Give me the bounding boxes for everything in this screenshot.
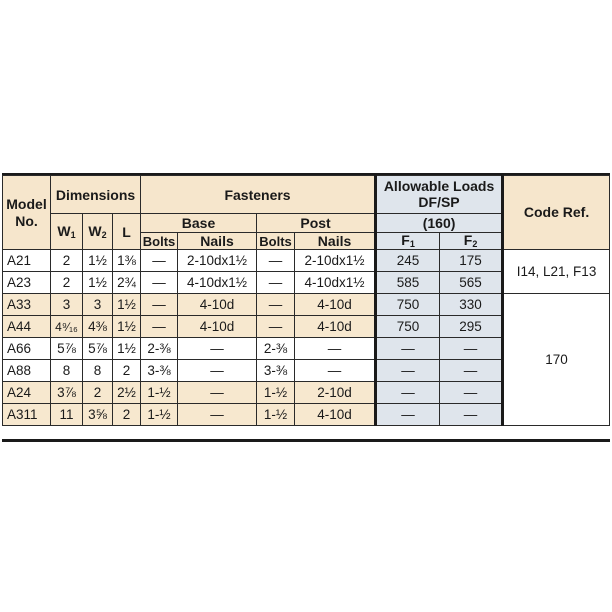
- cell-base-bolts: 1-½: [141, 404, 178, 426]
- cell-base-bolts: 3-⅜: [141, 360, 178, 382]
- cell-f1: —: [376, 404, 440, 426]
- cell-post-nails: —: [295, 360, 376, 382]
- cell-w1: 2: [51, 250, 83, 272]
- header-w1: $W_1$: [51, 214, 83, 250]
- cell-w1: 8: [51, 360, 83, 382]
- header-dimensions: Dimensions: [51, 176, 141, 214]
- cell-post-nails: 4-10d: [295, 316, 376, 338]
- header-allowable-loads: [376, 176, 503, 214]
- cell-w2: 1½: [83, 250, 113, 272]
- cell-model: A66: [3, 338, 51, 360]
- cell-w2: 2: [83, 382, 113, 404]
- cell-model: A33: [3, 294, 51, 316]
- cell-base-bolts: —: [141, 316, 178, 338]
- cell-w2: 8: [83, 360, 113, 382]
- cell-post-bolts: 3-⅜: [257, 360, 295, 382]
- cell-f2: —: [440, 360, 503, 382]
- cell-l: 1½: [113, 294, 141, 316]
- header-loads-line2: DF/SP: [418, 193, 460, 210]
- cell-post-nails: 4-10d: [295, 294, 376, 316]
- cell-f2: 175: [440, 250, 503, 272]
- cell-base-nails: 4-10d: [178, 316, 257, 338]
- cell-l: 1½: [113, 338, 141, 360]
- cell-model: A21: [3, 250, 51, 272]
- cell-w1: 11: [51, 404, 83, 426]
- cell-post-bolts: 1-½: [257, 404, 295, 426]
- cell-w2: 3: [83, 294, 113, 316]
- cell-post-bolts: 1-½: [257, 382, 295, 404]
- cell-w1: 3⅞: [51, 382, 83, 404]
- cell-f1: 750: [376, 294, 440, 316]
- cell-w1: 4⁹⁄₁₆: [51, 316, 83, 338]
- header-code-text: Code Ref.: [523, 204, 590, 221]
- cell-f1: 245: [376, 250, 440, 272]
- header-model: Model No.: [3, 176, 51, 250]
- cell-post-bolts: —: [257, 294, 295, 316]
- cell-w2: 1½: [83, 272, 113, 294]
- header-w2: $W_2$: [83, 214, 113, 250]
- cell-code-ref-group2: 170: [503, 294, 610, 426]
- cell-base-nails: 2-10dx1½: [178, 250, 257, 272]
- cell-post-bolts: 2-⅜: [257, 338, 295, 360]
- cell-post-bolts: —: [257, 272, 295, 294]
- header-loads-160: (160): [376, 214, 503, 233]
- header-base-nails: Nails: [178, 233, 257, 250]
- header-base: Base: [141, 214, 257, 233]
- cell-code-ref-group1: I14, L21, F13: [503, 250, 610, 294]
- cell-base-nails: —: [178, 382, 257, 404]
- cell-base-bolts: —: [141, 250, 178, 272]
- cell-f1: —: [376, 360, 440, 382]
- cell-base-nails: 4-10dx1½: [178, 272, 257, 294]
- cell-f1: 585: [376, 272, 440, 294]
- cell-f2: —: [440, 382, 503, 404]
- cell-f1: —: [376, 338, 440, 360]
- cell-base-nails: —: [178, 338, 257, 360]
- cell-base-bolts: 2-⅜: [141, 338, 178, 360]
- cell-base-nails: 4-10d: [178, 294, 257, 316]
- cell-f2: —: [440, 338, 503, 360]
- cell-l: 2½: [113, 382, 141, 404]
- table-row: [3, 250, 610, 272]
- cell-post-bolts: —: [257, 316, 295, 338]
- header-f1: $F_1$: [376, 233, 440, 250]
- header-fasteners: Fasteners: [141, 176, 376, 214]
- cell-base-bolts: 1-½: [141, 382, 178, 404]
- cell-f2: —: [440, 404, 503, 426]
- cell-post-nails: —: [295, 338, 376, 360]
- cell-post-nails: 2-10d: [295, 382, 376, 404]
- cell-f1: —: [376, 382, 440, 404]
- cell-l: 2¾: [113, 272, 141, 294]
- header-post-bolts: Bolts: [257, 233, 295, 250]
- cell-model: A23: [3, 272, 51, 294]
- header-loads-line1: Allowable Loads: [383, 178, 495, 195]
- cell-w2: 4⅜: [83, 316, 113, 338]
- cell-f2: 330: [440, 294, 503, 316]
- cell-base-nails: —: [178, 360, 257, 382]
- cell-l: 2: [113, 360, 141, 382]
- cell-post-nails: 4-10d: [295, 404, 376, 426]
- header-post: Post: [257, 214, 376, 233]
- cell-l: 1½: [113, 316, 141, 338]
- cell-w2: 3⅝: [83, 404, 113, 426]
- table-row: [3, 294, 610, 316]
- cell-w1: 3: [51, 294, 83, 316]
- cell-post-bolts: —: [257, 250, 295, 272]
- cell-model: A88: [3, 360, 51, 382]
- header-post-nails: Nails: [295, 233, 376, 250]
- connector-spec-table: [2, 175, 610, 426]
- header-l: L: [113, 214, 141, 250]
- cell-model: A24: [3, 382, 51, 404]
- cell-base-nails: —: [178, 404, 257, 426]
- cell-w2: 5⅞: [83, 338, 113, 360]
- cell-f1: 750: [376, 316, 440, 338]
- cell-base-bolts: —: [141, 294, 178, 316]
- cell-model: A44: [3, 316, 51, 338]
- cell-f2: 565: [440, 272, 503, 294]
- cell-w1: 5⅞: [51, 338, 83, 360]
- header-base-bolts: Bolts: [141, 233, 178, 250]
- cell-base-bolts: —: [141, 272, 178, 294]
- header-code-ref: [503, 176, 610, 250]
- cell-post-nails: 4-10dx1½: [295, 272, 376, 294]
- cell-w1: 2: [51, 272, 83, 294]
- cell-l: 1⅜: [113, 250, 141, 272]
- cell-f2: 295: [440, 316, 503, 338]
- cell-l: 2: [113, 404, 141, 426]
- cell-model: A311: [3, 404, 51, 426]
- header-f2: $F_2$: [440, 233, 503, 250]
- cell-post-nails: 2-10dx1½: [295, 250, 376, 272]
